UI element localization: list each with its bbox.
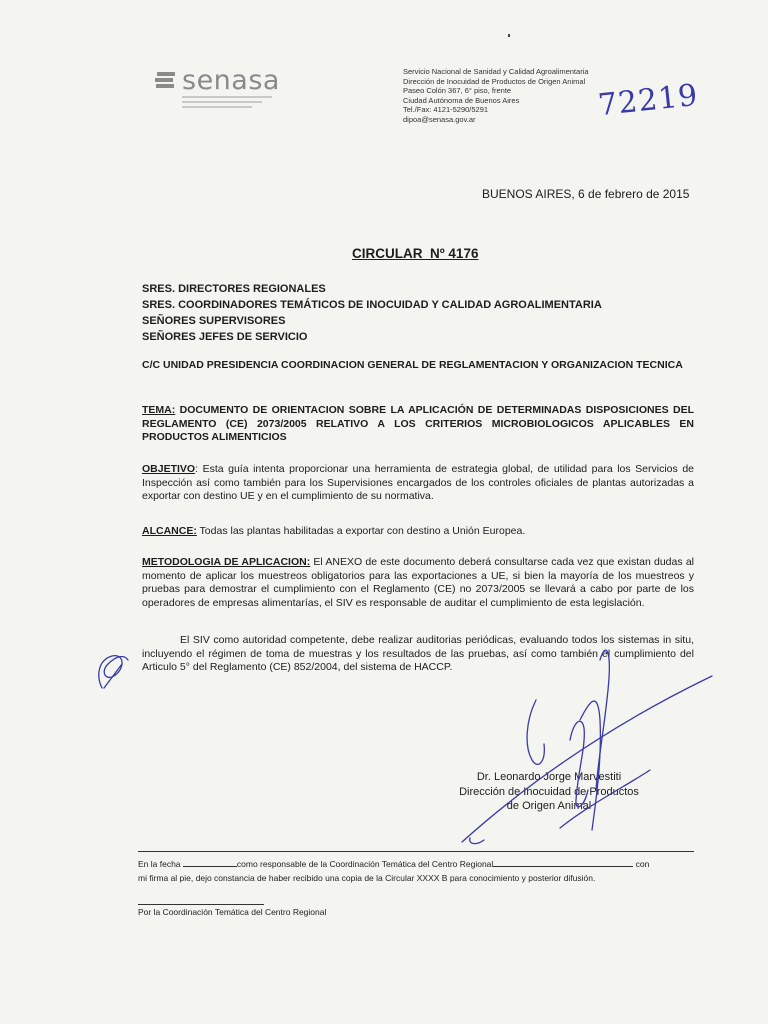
objetivo-text: : Esta guía intenta proporcionar una herramienta de estrategia global, de utilidad para los Servicios de Inspección así como también para los Supervisiones encargados de los controles oficiales de plantas autorizadas a exportar con destino UE y en el cumplimiento de su normativa.: [142, 463, 694, 502]
centro-blank[interactable]: [493, 858, 633, 867]
receipt-text-c: con: [633, 859, 650, 869]
agency-line: Servicio Nacional de Sanidad y Calidad Agroalimentaria: [403, 67, 589, 76]
handwritten-number: 72219: [596, 77, 700, 124]
cc-line: C/C UNIDAD PRESIDENCIA COORDINACION GENERAL DE REGLAMENTACION Y ORGANIZACION TECNICA: [142, 359, 683, 371]
alcance-label: ALCANCE:: [142, 525, 197, 537]
receipt-text-a: En la fecha: [138, 859, 183, 869]
agency-line: Ciudad Autónoma de Buenos Aires: [403, 95, 520, 105]
siv-text: El SIV como autoridad competente, debe realizar auditorias periódicas, evaluando todos los sistemas in situ, incluyendo el régimen de toma de muestras y los resultados de las pruebas, así como también el cumplimiento del Articulo 5° del Reglamento (CE) 852/2004, del sistema de HACCP.: [142, 634, 694, 673]
agency-line: Dirección de Inocuidad de Productos de Origen Animal: [403, 76, 586, 86]
metodologia-label: METODOLOGIA DE APLICACION:: [142, 556, 311, 568]
signature-line-label: Por la Coordinación Temática del Centro Regional: [138, 907, 327, 917]
signature-line: [138, 904, 264, 905]
signer-office-2: de Origen Animal: [506, 800, 592, 812]
recipient-line: SRES. DIRECTORES REGIONALES: [142, 283, 326, 295]
date-blank[interactable]: [183, 858, 237, 867]
signer-office: Dirección de Inocuidad de Productos: [459, 785, 639, 798]
receipt-text-b: como responsable de la Coordinación Temática del Centro Regional: [236, 859, 494, 869]
objetivo-label: OBJETIVO: [142, 463, 196, 475]
agency-email: dipoa@senasa.gov.ar: [403, 114, 476, 124]
agency-line: Paseo Colón 367, 6° piso, frente: [403, 86, 512, 95]
recipient-line: SRES. COORDINADORES TEMÁTICOS DE INOCUIDAD Y CALIDAD AGROALIMENTARIA: [142, 299, 602, 311]
metodologia-text: El ANEXO de este documento deberá consultarse cada vez que existan dudas al momento de aplicar los muestreos obligatorios para las exportaciones a UE, si bien la mayoría de los muestreos y pruebas para demostrar el cumplimiento con el Reglamento (CE) no 2073/2005 se llevará a cabo por parte de los operadores de empresas alimentarías, el SIV es responsable de auditar el cumplimiento de esta legislación.: [142, 556, 694, 609]
receipt-line-2: mi firma al pie, dejo constancia de haber recibido una copia de la Circular XXXX B para conocimiento y posterior difusión.: [138, 873, 596, 883]
alcance-text: Todas las plantas habilitadas a exportar con destino a Unión Europea.: [196, 525, 526, 537]
receipt-statement: [138, 857, 694, 885]
receipt-line-1: [138, 857, 694, 871]
footer-separator: [138, 851, 694, 852]
tema-text: DOCUMENTO DE ORIENTACION SOBRE LA APLICACIÓN DE DETERMINADAS DISPOSICIONES DEL REGLAMENTO (CE) 2073/2005 RELATIVO A LOS CRITERIOS MICROBIOLOGICOS APLICABLES EN PRODUCTOS ALIMENTICIOS: [142, 404, 694, 443]
tema-label: TEMA:: [142, 404, 176, 416]
circular-title: CIRCULAR Nº 4176: [352, 246, 479, 261]
recipient-line: SEÑORES JEFES DE SERVICIO: [142, 331, 308, 343]
logo-text: senasa: [182, 64, 280, 96]
document-date: BUENOS AIRES, 6 de febrero de 2015: [482, 187, 690, 201]
signer-name: Dr. Leonardo Jorge Marvestiti: [476, 771, 622, 783]
recipient-line: SEÑORES SUPERVISORES: [142, 315, 286, 327]
agency-line: Tel./Fax: 4121-5290/5291: [403, 105, 489, 114]
